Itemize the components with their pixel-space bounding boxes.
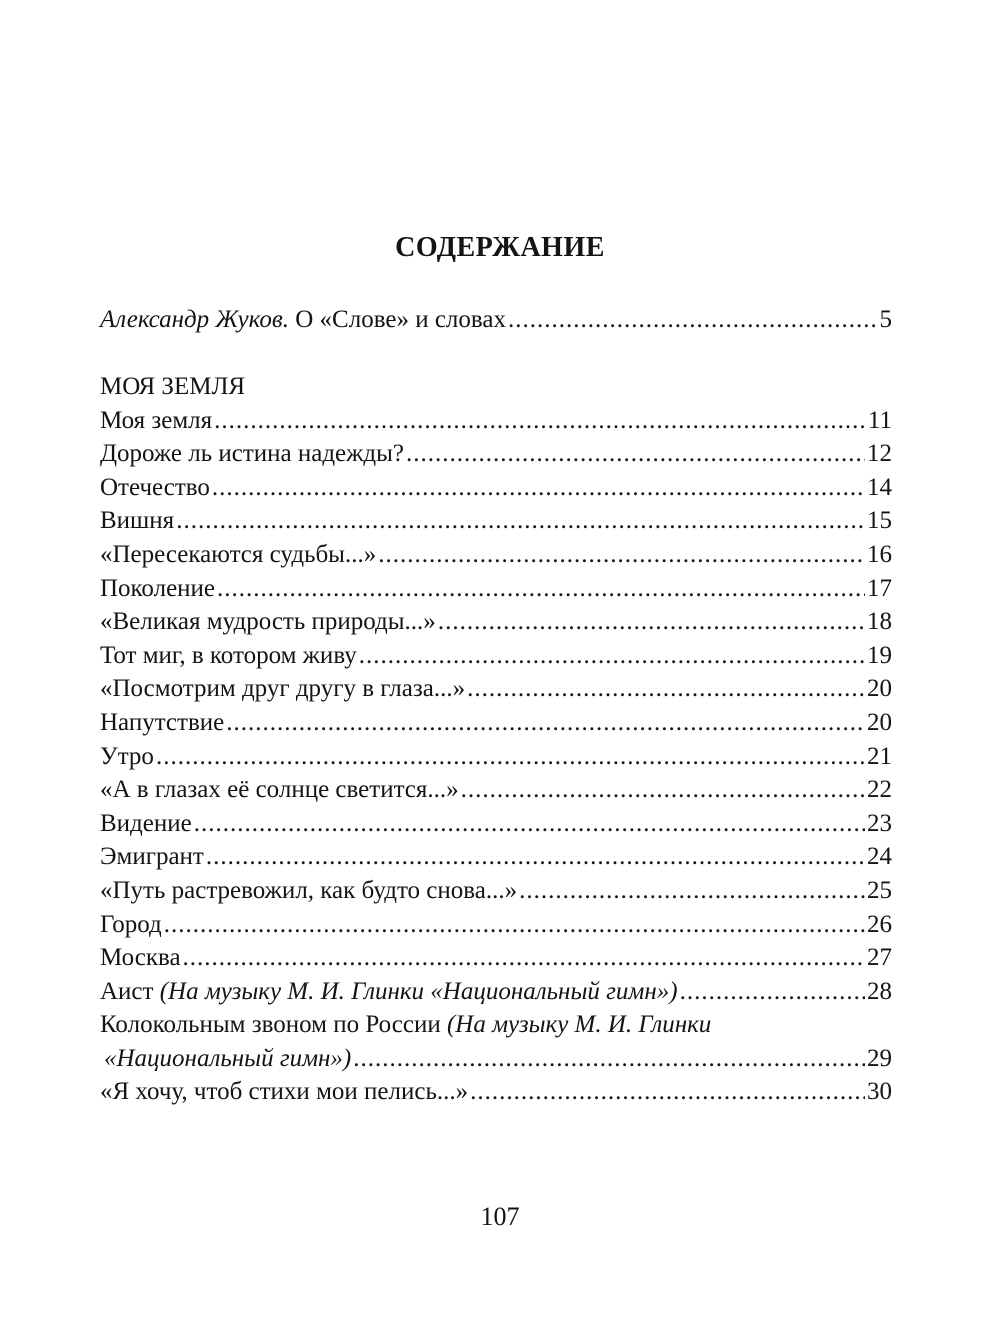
entry-title: Утро — [100, 742, 154, 770]
entry-title: «А в глазах её солнце светится...» — [100, 776, 459, 804]
dot-leader — [164, 908, 865, 942]
page-number: 16 — [867, 540, 892, 568]
dot-leader — [519, 874, 865, 908]
dot-leader — [217, 572, 865, 606]
page-number: 20 — [867, 675, 892, 703]
dot-leader — [461, 773, 865, 807]
page-number: 17 — [867, 574, 892, 602]
dot-leader — [183, 941, 865, 975]
page-number: 5 — [879, 306, 892, 333]
entry-title: Москва — [100, 944, 181, 972]
dot-leader — [680, 975, 865, 1009]
dot-leader — [156, 740, 865, 774]
page-number: 27 — [867, 944, 892, 972]
toc-row — [100, 773, 892, 807]
preface-title: О «Слове» и словах — [288, 306, 506, 333]
page-number: 24 — [867, 843, 892, 871]
page-number: 15 — [867, 507, 892, 535]
dot-leader — [176, 504, 865, 538]
toc-row — [100, 1042, 892, 1076]
toc-row — [100, 672, 892, 706]
dot-leader — [406, 437, 865, 471]
toc-row — [100, 975, 892, 1009]
entry-title: Город — [100, 910, 162, 938]
dot-leader — [467, 672, 865, 706]
page-number: 12 — [867, 440, 892, 468]
entry-title: «Путь растревожил, как будто снова...» — [100, 876, 518, 904]
entry-title: Эмигрант — [100, 843, 204, 871]
page-number: 28 — [867, 977, 892, 1005]
toc-row — [100, 740, 892, 774]
toc-row — [100, 807, 892, 841]
page-number: 19 — [867, 641, 892, 669]
toc-row — [100, 538, 892, 572]
toc-row — [100, 504, 892, 538]
entry-title: Аист — [100, 977, 160, 1005]
entry-title: Вишня — [100, 507, 175, 535]
toc-row — [100, 605, 892, 639]
dot-leader — [206, 840, 865, 874]
page-folio: 107 — [480, 1202, 520, 1231]
page-number: 22 — [867, 776, 892, 804]
entry-title: Тот миг, в котором живу — [100, 641, 357, 669]
toc-row — [100, 908, 892, 942]
page-number: 30 — [867, 1078, 892, 1106]
dot-leader — [353, 1042, 865, 1076]
toc-row — [100, 941, 892, 975]
entry-note: «Национальный гимн») — [104, 1044, 352, 1072]
toc-row — [100, 404, 892, 438]
dot-leader — [359, 639, 865, 673]
preface-author: Александр Жуков. — [100, 306, 289, 333]
page-number: 14 — [867, 473, 892, 501]
entry-title: Дороже ль истина надежды? — [100, 440, 405, 468]
toc-row — [100, 706, 892, 740]
dot-leader — [194, 807, 865, 841]
entry-title: «Посмотрим друг другу в глаза...» — [100, 675, 466, 703]
section-heading: МОЯ ЗЕМЛЯ — [100, 373, 246, 400]
entry-title: Поколение — [100, 574, 216, 602]
page-title: СОДЕРЖАНИЕ — [395, 232, 605, 263]
dot-leader — [378, 538, 865, 572]
dot-leader — [214, 404, 866, 438]
dot-leader — [226, 706, 865, 740]
table-of-contents — [100, 370, 892, 1109]
entry-title: Моя земля — [100, 406, 213, 434]
toc-row — [100, 639, 892, 673]
page-number: 29 — [867, 1044, 892, 1072]
entry-title: Видение — [100, 809, 192, 837]
entry-title: Колокольным звоном по России — [100, 1011, 447, 1039]
entry-title: «Великая мудрость природы...» — [100, 608, 436, 636]
toc-row — [100, 874, 892, 908]
entry-title: Напутствие — [100, 708, 225, 736]
page-number: 21 — [867, 742, 892, 770]
toc-row — [100, 1075, 892, 1109]
preface-entry — [100, 303, 892, 337]
page-number: 11 — [867, 406, 892, 434]
page-number: 26 — [867, 910, 892, 938]
entry-note: (На музыку М. И. Глинки — [446, 1011, 712, 1039]
toc-row — [100, 303, 892, 337]
entry-note: (На музыку М. И. Глинки «Национальный гимн») — [159, 977, 678, 1005]
entry-title: Отечество — [100, 473, 210, 501]
page-number: 25 — [867, 876, 892, 904]
page-number: 20 — [867, 708, 892, 736]
toc-row — [100, 437, 892, 471]
dot-leader — [212, 471, 865, 505]
dot-leader — [438, 605, 865, 639]
toc-row — [100, 840, 892, 874]
page-number: 18 — [867, 608, 892, 636]
toc-row — [100, 572, 892, 606]
entry-title: «Пересекаются судьбы...» — [100, 540, 377, 568]
toc-row-wrapped — [100, 1008, 892, 1042]
dot-leader — [508, 303, 878, 337]
toc-row — [100, 471, 892, 505]
entry-title: «Я хочу, чтоб стихи мои пелись...» — [100, 1078, 469, 1106]
dot-leader — [470, 1075, 865, 1109]
page-number: 23 — [867, 809, 892, 837]
